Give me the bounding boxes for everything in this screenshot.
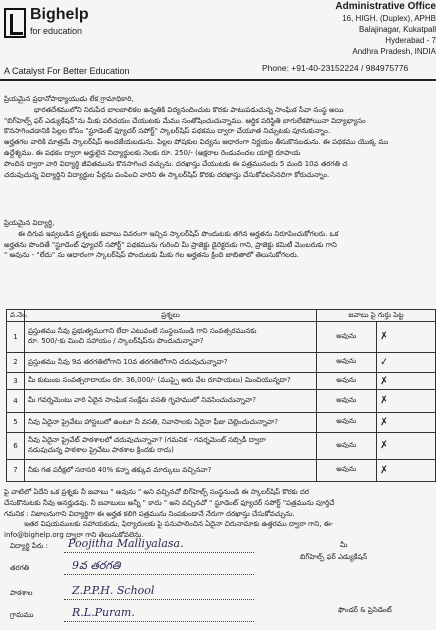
school-label: పాఠశాల — [10, 589, 33, 597]
class-value: 9వ తరగతి — [72, 559, 121, 572]
row-number: 7 — [7, 459, 25, 481]
cross-mark-icon: ✗ — [378, 439, 389, 452]
answer-mark-cell[interactable] — [376, 352, 436, 372]
cross-mark-icon: ✗ — [378, 375, 389, 388]
tagline: A Catalyst For Better Education — [4, 66, 130, 76]
field-underline — [64, 621, 254, 622]
question-cell — [25, 412, 317, 432]
paragraph-line: పొందిన ద్వారా వారి విద్యార్థి జీవితమును కొనసాగించ వచ్చును. దరఖాస్తు చేయుటకు ఈ పత్రమునందు 5 మంది 10వ తరగతి చ — [4, 159, 348, 168]
paragraph-line: ఉద్దేశ్యము. ఈ పథకం ద్వారా అర్హులైన విద్యార్థులకు నెలకు రూ. 250/- (అక్షరాల రెండువందల యాభై రూపాయ — [4, 148, 301, 157]
letter-paragraph-headmaster — [4, 94, 436, 180]
phone-number: Phone: +91-40-23152224 / 984975776 — [262, 63, 409, 73]
answer-yes-label: అవును — [317, 372, 377, 389]
logo-mark-icon — [4, 8, 26, 38]
cross-mark-icon: ✗ — [378, 330, 389, 343]
paragraph-line: ప్రియమైన ప్రధానోపాధ్యాయుడు లేక గ్రామాధికారి, — [4, 95, 134, 103]
table-row — [7, 352, 436, 372]
table-row — [7, 459, 436, 481]
bighelp-logo — [4, 6, 88, 48]
table-row — [7, 412, 436, 432]
column-header-questions: ప్రశ్నలు — [25, 310, 317, 322]
answer-mark-cell[interactable] — [376, 433, 436, 459]
paragraph-line: info@bighelp.org ద్వారా గాని తెలుసుకోవలెను. — [4, 531, 144, 540]
table-header-row — [7, 310, 436, 322]
paragraph-line: ఈ దిగువ ఇవ్వబడిన ప్రశ్నలకు జవాబు వివరంగా ఇచ్చిన స్కాలర్‌షిప్ పొందుటకు తగిన అర్హతను నిరూపించుకోగలరు. ఒక — [18, 229, 339, 238]
question-text: మీ గవర్నమెంటు వారి ఏదైన సాంఘిక సంక్షేమ వసతి గృహములో నివసించుచున్నావా? — [28, 396, 257, 405]
closing-paragraph — [4, 487, 436, 541]
paragraph-line: ఇతర విషయములకు సహాయకుడు, ఫిర్యాదులకు పై పనుపాలించిన ఏదైనా చిరునామాకు ఉత్తరము ద్వారా గాని, ఈ- — [24, 520, 334, 529]
school-value: Z.P.P.H. School — [72, 584, 155, 597]
village-label: గ్రామము — [10, 611, 34, 619]
question-cell — [25, 352, 317, 372]
paragraph-line: అర్హతగల వారికి మాత్రమే స్కాలర్‌షిప్ అందజేయబడును. పిల్లల పోషకుల విద్యను ఆధారంగా నిర్ణయం తీసుకొనబడును. ఈ పథకము యొక్క ము — [4, 138, 389, 147]
row-number: 4 — [7, 390, 25, 412]
letter-paragraph-student — [4, 218, 436, 261]
signature-role: ఫౌండర్ & ప్రెసిడెంట్ — [338, 606, 392, 614]
field-underline — [64, 552, 254, 553]
question-cell — [25, 459, 317, 481]
paragraph-line: అర్హతను పొందితే "స్టూడెంట్ ఫ్యూచర్ సపోర్ట్" పథకమును గురించి మీ ప్రాజెక్టు డైరెక్టరుకు గాని, ప్రాజెక్టు కమిటీ మెంబరుకు గాని — [4, 240, 337, 249]
question-cell — [25, 322, 317, 353]
paragraph-line: ప్రియమైన విద్యార్థి, — [4, 219, 55, 227]
address-line: Andhra Pradesh, INDIA — [352, 47, 436, 56]
village-value: R.L.Puram. — [72, 606, 135, 619]
cross-mark-icon: ✗ — [378, 394, 389, 407]
row-number: 1 — [7, 322, 25, 353]
question-cell — [25, 390, 317, 412]
question-cell — [25, 433, 317, 459]
question-text: నీకు గత పరీక్షలో సరాసరి 40% కన్నా తక్కువ మార్కులు వచ్చినవా? — [28, 465, 212, 474]
check-mark-icon: ✓ — [378, 356, 389, 369]
question-text: ప్రస్తుతము నీవు ప్రభుత్వముగాని లేదా ఎటువంటి సంస్థలనుండి గాని సంవత్సరమునకు — [28, 327, 257, 336]
header-divider — [0, 79, 436, 81]
answer-mark-cell[interactable] — [376, 459, 436, 481]
row-number: 2 — [7, 352, 25, 372]
paragraph-line: చదువుచున్న విద్యార్థిని విద్యార్థుల పేర్లను పంపించి వారిని ఈ స్కాలర్‌షిప్ కొరకు దరఖాస్తు చేసుకోవలసినదిగా కోరుచున్నాం. — [4, 170, 330, 179]
logo-subtitle: for education — [30, 26, 83, 36]
answer-yes-label: అవును — [317, 390, 377, 412]
answer-mark-cell[interactable] — [376, 322, 436, 353]
class-label: తరగతి — [10, 564, 30, 572]
row-number: 5 — [7, 412, 25, 432]
question-text: ప్రస్తుతము నీవు 9వ తరగతిలోగాని 10వ తరగతిలోగాని చదువుచున్నావా? — [28, 357, 228, 366]
eligibility-questions-table — [6, 309, 436, 482]
paragraph-line: భారతదేశములోని నిరుపేద బాలబాలికల ఉన్నతికి విద్యనందించుట కొరకు పాటుపడుచున్న సాంఘిక సేవా సంస్థ అయి — [34, 105, 344, 114]
row-number: 3 — [7, 372, 25, 389]
class-field[interactable] — [4, 560, 264, 580]
row-number: 6 — [7, 433, 25, 459]
question-text: మీ కుటుంబ సంవత్సరాదాయం రూ. 36,000/- (ముప్పై ఆరు వేల రూపాయలు) మించియున్నదా? — [28, 376, 291, 385]
cross-mark-icon: ✗ — [378, 416, 389, 429]
student-name-value: Poojitha Malliyalasa. — [68, 537, 184, 550]
signature-organization: బిగ్‌హెల్ప్ ఫర్ ఎడ్యుకేషన్ — [300, 553, 368, 561]
question-text: నీవు ఏదైనా ప్రైవేటు హాస్టలులో ఉంటూ నీ వసతి, నివాసాలకు ఏదైనా ఫీజు చెల్లించుచున్నావా? — [28, 417, 278, 426]
village-field[interactable] — [4, 607, 264, 627]
table-row — [7, 322, 436, 353]
logo-name: Bighelp — [30, 6, 89, 23]
paragraph-line: చేసుకొనుటకు నీవు అనర్హుడవు. నీ జవాబులు అన్నీ " కాదు " అని వచ్చినచో " స్టూడెంట్ ఫ్యూచర్ సపోర్ట్ "పత్రమును పూర్తిచే — [4, 498, 335, 507]
paragraph-line: " అవును - "లేదు" ను ఆధారంగా స్కాలర్‌షిప్ పొందుటకు మీకు గల అర్హతను క్రింది జాబితాలో తెలుసుకోగలరు. — [4, 251, 299, 260]
paragraph-line: గమనిక : నిజాలనుగాని విద్యార్థిగా ఈ అర్హత కలిగి పత్రమును నింపకుండానే నేరుగా దరఖాస్తు చేసుకోవచ్చును. — [4, 509, 295, 518]
question-text: నడుపుచున్న పాఠశాల ప్రైవేటు పాఠశాల క్రిందకు రాదు) — [28, 445, 174, 454]
answer-yes-label: అవును — [317, 433, 377, 459]
address-line: Balajinagar, Kukatpall — [359, 25, 436, 34]
column-header-answer: జవాబు పై గుర్తు పెట్ట — [317, 310, 436, 322]
address-line: 16, HIGH. (Duplex), APHB — [342, 14, 436, 23]
question-text: నీవు ఏదైనా ప్రైవేట్ పాఠశాలలో చదువుచున్నావా? (గమనిక - గవర్నమెంట్ సబ్సిడీ ద్వారా — [28, 436, 266, 445]
answer-mark-cell[interactable] — [376, 390, 436, 412]
student-name-label: విద్యార్థి పేరు : — [10, 542, 48, 550]
answer-yes-label: అవును — [317, 322, 377, 353]
table-row — [7, 433, 436, 459]
paragraph-line: "బిగ్‌హెల్ప్ ఫర్ ఎడ్యుకేషన్"ను మీకు పరిచయం చేయుటకు మేము సంతోషించుచున్నాము. ఆర్థిక పరిస్థితి బాగులేకపోయినా విద్యాభ్యాసం — [4, 116, 366, 125]
answer-yes-label: అవును — [317, 412, 377, 432]
office-address — [246, 0, 436, 57]
address-heading: Administrative Office — [335, 1, 436, 12]
question-text: రూ. 500/-కు మించి సహాయం / స్కాలర్‌షిప్‌ను పొందుచున్నావా? — [28, 336, 204, 345]
answer-yes-label: అవును — [317, 352, 377, 372]
table-row — [7, 372, 436, 389]
paragraph-line: పై వాటిలో ఏదేని ఒక ప్రశ్నకు నీ జవాబు " అవును " అని వచ్చినచో బిగ్‌హెల్ప్ సంస్థనుండి ఈ స్కాలర్‌షిప్ కొరకు దర — [4, 488, 310, 496]
answer-yes-label: అవును — [317, 459, 377, 481]
column-header-number: వ.నెం. — [7, 310, 25, 322]
paragraph-line: కొనసాగించడానికి పిల్లల కోసం "స్టూడెంట్ ఫ్యూచర్ సపోర్ట్" స్కాలర్‌షిప్ పథకము ద్వారా చేయూత నిచ్చుటకు పూనుకున్నాం. — [4, 127, 331, 136]
signature-salutation: మీ — [340, 541, 348, 549]
answer-mark-cell[interactable] — [376, 372, 436, 389]
answer-mark-cell[interactable] — [376, 412, 436, 432]
address-line: Hyderabad - 7 — [385, 36, 436, 45]
cross-mark-icon: ✗ — [378, 464, 389, 477]
school-field[interactable] — [4, 585, 264, 605]
table-row — [7, 390, 436, 412]
question-cell — [25, 372, 317, 389]
field-underline — [64, 599, 254, 600]
student-name-field[interactable] — [4, 538, 264, 558]
field-underline — [64, 574, 254, 575]
